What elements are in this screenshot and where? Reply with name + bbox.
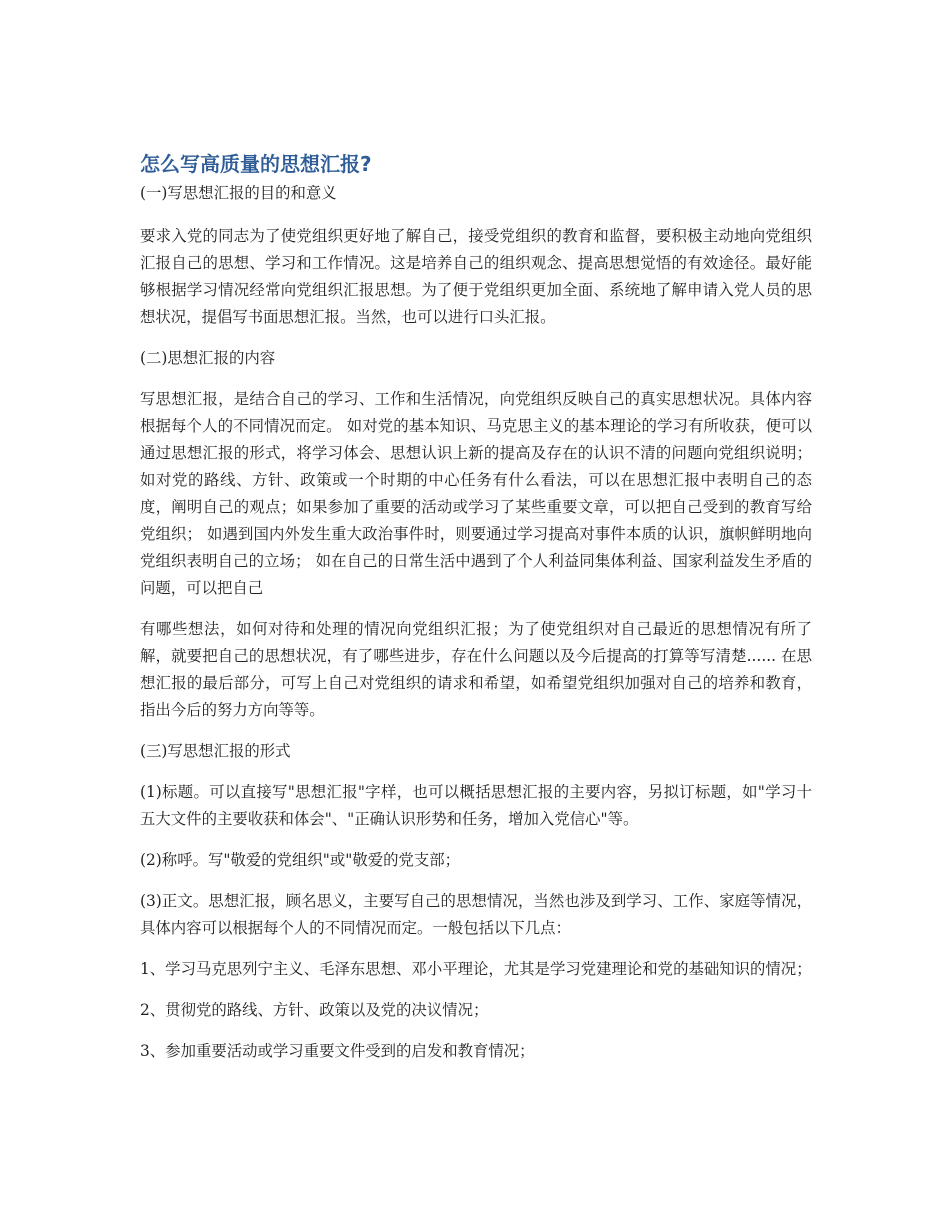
paragraph-body-rule: (3)正文。思想汇报，顾名思义，主要写自己的思想情况，当然也涉及到学习、工作、家庭等情况，具体内容可以根据每个人的不同情况而定。一般包括以下几点： (140, 892, 812, 937)
list-item-3: 3、参加重要活动或学习重要文件受到的启发和教育情况； (140, 1042, 535, 1060)
section-heading-purpose: (一)写思想汇报的目的和意义 (140, 184, 337, 202)
paragraph-salutation-rule: (2)称呼。写"敬爱的党组织"或"敬爱的党支部； (140, 851, 461, 869)
list-item-2: 2、贯彻党的路线、方针、政策以及党的决议情况； (140, 1001, 489, 1019)
section-heading-content: (二)思想汇报的内容 (140, 349, 276, 367)
list-item-1: 1、学习马克思列宁主义、毛泽东思想、邓小平理论，尤其是学习党建理论和党的基础知识的情况； (140, 960, 812, 978)
paragraph-purpose: 要求入党的同志为了使党组织更好地了解自己，接受党组织的教育和监督，要积极主动地向党组织汇报自己的思想、学习和工作情况。这是培养自己的组织观念、提高思想觉悟的有效途径。最好能够根据学习情况经常向党组织汇报思想。为了便于党组织更加全面、系统地了解申请入党人员的思想状况，提倡写书面思想汇报。当然，也可以进行口头汇报。 (140, 227, 812, 326)
section-heading-form: (三)写思想汇报的形式 (140, 742, 291, 760)
document-page (140, 148, 812, 1079)
paragraph-content-continued: 有哪些想法，如何对待和处理的情况向党组织汇报；为了使党组织对自己最近的思想情况有所了解，就要把自己的思想状况，有了哪些进步，存在什么问题以及今后提高的打算等写清楚...... 在思想汇报的最后部分，可写上自己对党组织的请求和希望，如希望党组织加强对自己的培养和教育，指出今后的努力方向等等。 (140, 620, 812, 719)
paragraph-title-rule: (1)标题。可以直接写"思想汇报"字样，也可以概括思想汇报的主要内容，另拟订标题，如"学习十五大文件的主要收获和体会"、"正确认识形势和任务，增加入党信心"等。 (140, 783, 812, 828)
paragraph-content: 写思想汇报，是结合自己的学习、工作和生活情况，向党组织反映自己的真实思想状况。具体内容根据每个人的不同情况而定。 如对党的基本知识、马克思主义的基本理论的学习有所收获，便可以通过思想汇报的形式，将学习体会、思想认识上新的提高及存在的认识不清的问题向党组织说明； 如对党的路线、方针、政策或一个时期的中心任务有什么看法，可以在思想汇报中表明自己的态度，阐明自己的观点；如果参加了重要的活动或学习了某些重要文章，可以把自己受到的教育写给党组织； 如遇到国内外发生重大政治事件时，则要通过学习提高对事件本质的认识，旗帜鲜明地向党组织表明自己的立场； 如在自己的日常生活中遇到了个人利益同集体利益、国家利益发生矛盾的问题，可以把自己 (140, 390, 812, 597)
document-title: 怎么写高质量的思想汇报? (140, 152, 372, 176)
